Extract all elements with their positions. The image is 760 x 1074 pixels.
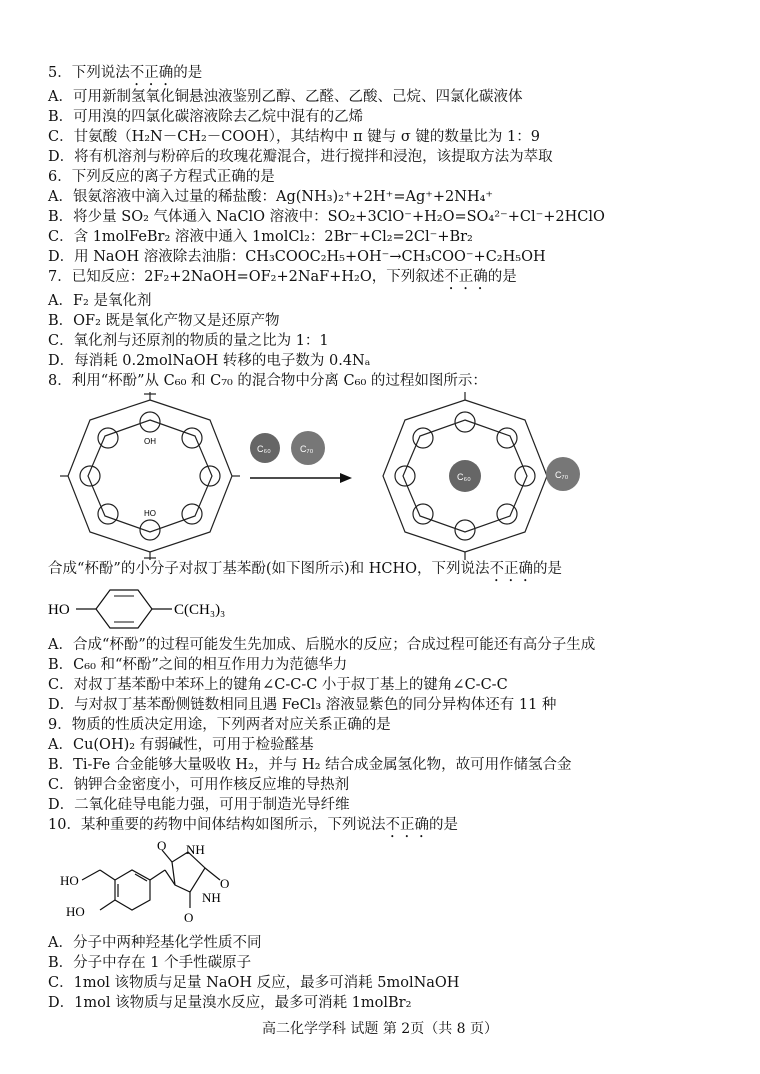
phenol-tbu: C(CH₃)₃: [174, 602, 226, 618]
c60-label: C₆₀: [257, 444, 271, 454]
q6-option-a: A．银氨溶液中滴入过量的稀盐酸：Ag(NH₃)₂⁺+2H⁺=Ag⁺+2NH₄⁺: [48, 189, 494, 205]
c60-captured-label: C₆₀: [457, 472, 471, 482]
q8-sub-stem: 合成“杯酚”的小分子对叔丁基苯酚(如下图所示)和 HCHO，下列说法不正确的是: [48, 561, 563, 577]
o-label-1: O: [157, 840, 167, 853]
q5-option-c: C．甘氨酸（H₂N－CH₂－COOH），其结构中 π 键与 σ 键的数量比为 1：9: [48, 129, 540, 145]
q10-option-a: A．分子中两种羟基化学性质不同: [48, 935, 262, 951]
q8-stem: 8．利用“杯酚”从 C₆₀ 和 C₇₀ 的混合物中分离 C₆₀ 的过程如图所示：: [48, 373, 487, 389]
q5-option-d: D．将有机溶剂与粉碎后的玫瑰花瓣混合，进行搅拌和浸泡，该提取方法为萃取: [48, 149, 553, 165]
c70-free-label: C₇₀: [555, 470, 569, 480]
process-arrow: [250, 473, 352, 483]
q10-option-c: C．1mol 该物质与足量 NaOH 反应，最多可消耗 5molNaOH: [48, 975, 460, 991]
q5-option-b: B．可用溴的四氯化碳溶液除去乙烷中混有的乙烯: [48, 109, 364, 125]
c70-label: C₇₀: [300, 444, 314, 454]
q9-option-d: D．二氧化硅导电能力强，可用于制造光导纤维: [48, 797, 350, 813]
phenol-ho: HO: [48, 602, 70, 618]
hydantoin-structure: [60, 840, 260, 930]
q6-option-b: B．将少量 SO₂ 气体通入 NaClO 溶液中：SO₂+3ClO⁻+H₂O=SO₄²⁻+Cl⁻+2HClO: [48, 209, 605, 225]
q7-option-a: A．F₂ 是氧化剂: [48, 293, 152, 309]
page-footer: 高二化学学科 试题 第 2页（共 8 页）: [261, 1021, 499, 1037]
q7-option-b: B．OF₂ 既是氧化产物又是还原产物: [48, 313, 280, 329]
nh-label-2: NH: [202, 890, 221, 905]
o-label-3: O: [184, 910, 194, 925]
calixarene-figure: [60, 392, 720, 560]
ho-label-2: HO: [66, 904, 85, 919]
q7-option-d: D．每消耗 0.2molNaOH 转移的电子数为 0.4Nₐ: [48, 353, 371, 369]
q7-option-c: C．氧化剂与还原剂的物质的量之比为 1：1: [48, 333, 329, 349]
q9-option-a: A．Cu(OH)₂ 有弱碱性，可用于检验醛基: [48, 737, 314, 753]
q6-option-c: C．含 1molFeBr₂ 溶液中通入 1molCl₂：2Br⁻+Cl₂=2Cl⁻+Br₂: [48, 229, 473, 245]
q9-stem: 9．物质的性质决定用途，下列两者对应关系正确的是: [48, 717, 391, 733]
calixarene-left: [60, 392, 240, 560]
ho-label-1: HO: [60, 873, 79, 888]
nh-label-1: NH: [186, 842, 205, 857]
q5-option-a: A．可用新制氢氧化铜悬浊液鉴别乙醇、乙醛、乙酸、己烷、四氯化碳液体: [48, 89, 523, 105]
q10-option-b: B．分子中存在 1 个手性碳原子: [48, 955, 252, 971]
q8-option-d: D．与对叔丁基苯酚侧链数相同且遇 FeCl₃ 溶液显紫色的同分异构体还有 11 种: [48, 697, 557, 713]
q5-stem: 5．下列说法不正确的是: [48, 65, 203, 81]
q9-option-c: C．钠钾合金密度小，可用作核反应堆的导热剂: [48, 777, 350, 793]
q9-option-b: B．Ti-Fe 合金能够大量吸收 H₂，并与 H₂ 结合成金属氢化物，故可用作储氢合金: [48, 757, 572, 773]
q10-stem: 10．某种重要的药物中间体结构如图所示，下列说法不正确的是: [48, 817, 458, 833]
ho-label: HO: [144, 509, 156, 518]
q7-stem: 7．已知反应：2F₂+2NaOH=OF₂+2NaF+H₂O，下列叙述不正确的是: [48, 269, 517, 285]
mixture-balls: [250, 431, 325, 465]
q8-option-b: B．C₆₀ 和“杯酚”之间的相互作用力为范德华力: [48, 657, 348, 673]
q8-option-c: C．对叔丁基苯酚中苯环上的键角∠C-C-C 小于叔丁基上的键角∠C-C-C: [48, 677, 508, 693]
q6-stem: 6．下列反应的离子方程式正确的是: [48, 169, 275, 185]
oh-label: OH: [144, 437, 156, 446]
q6-option-d: D．用 NaOH 溶液除去油脂：CH₃COOC₂H₅+OH⁻→CH₃COO⁻+C₂H₅OH: [48, 249, 546, 265]
q8-option-a: A．合成“杯酚”的过程可能发生先加成、后脱水的反应；合成过程可能还有高分子生成: [48, 637, 596, 653]
tert-butylphenol-structure: [48, 584, 288, 634]
q10-option-d: D．1mol 该物质与足量溴水反应，最多可消耗 1molBr₂: [48, 995, 412, 1011]
o-label-2: O: [220, 876, 230, 891]
